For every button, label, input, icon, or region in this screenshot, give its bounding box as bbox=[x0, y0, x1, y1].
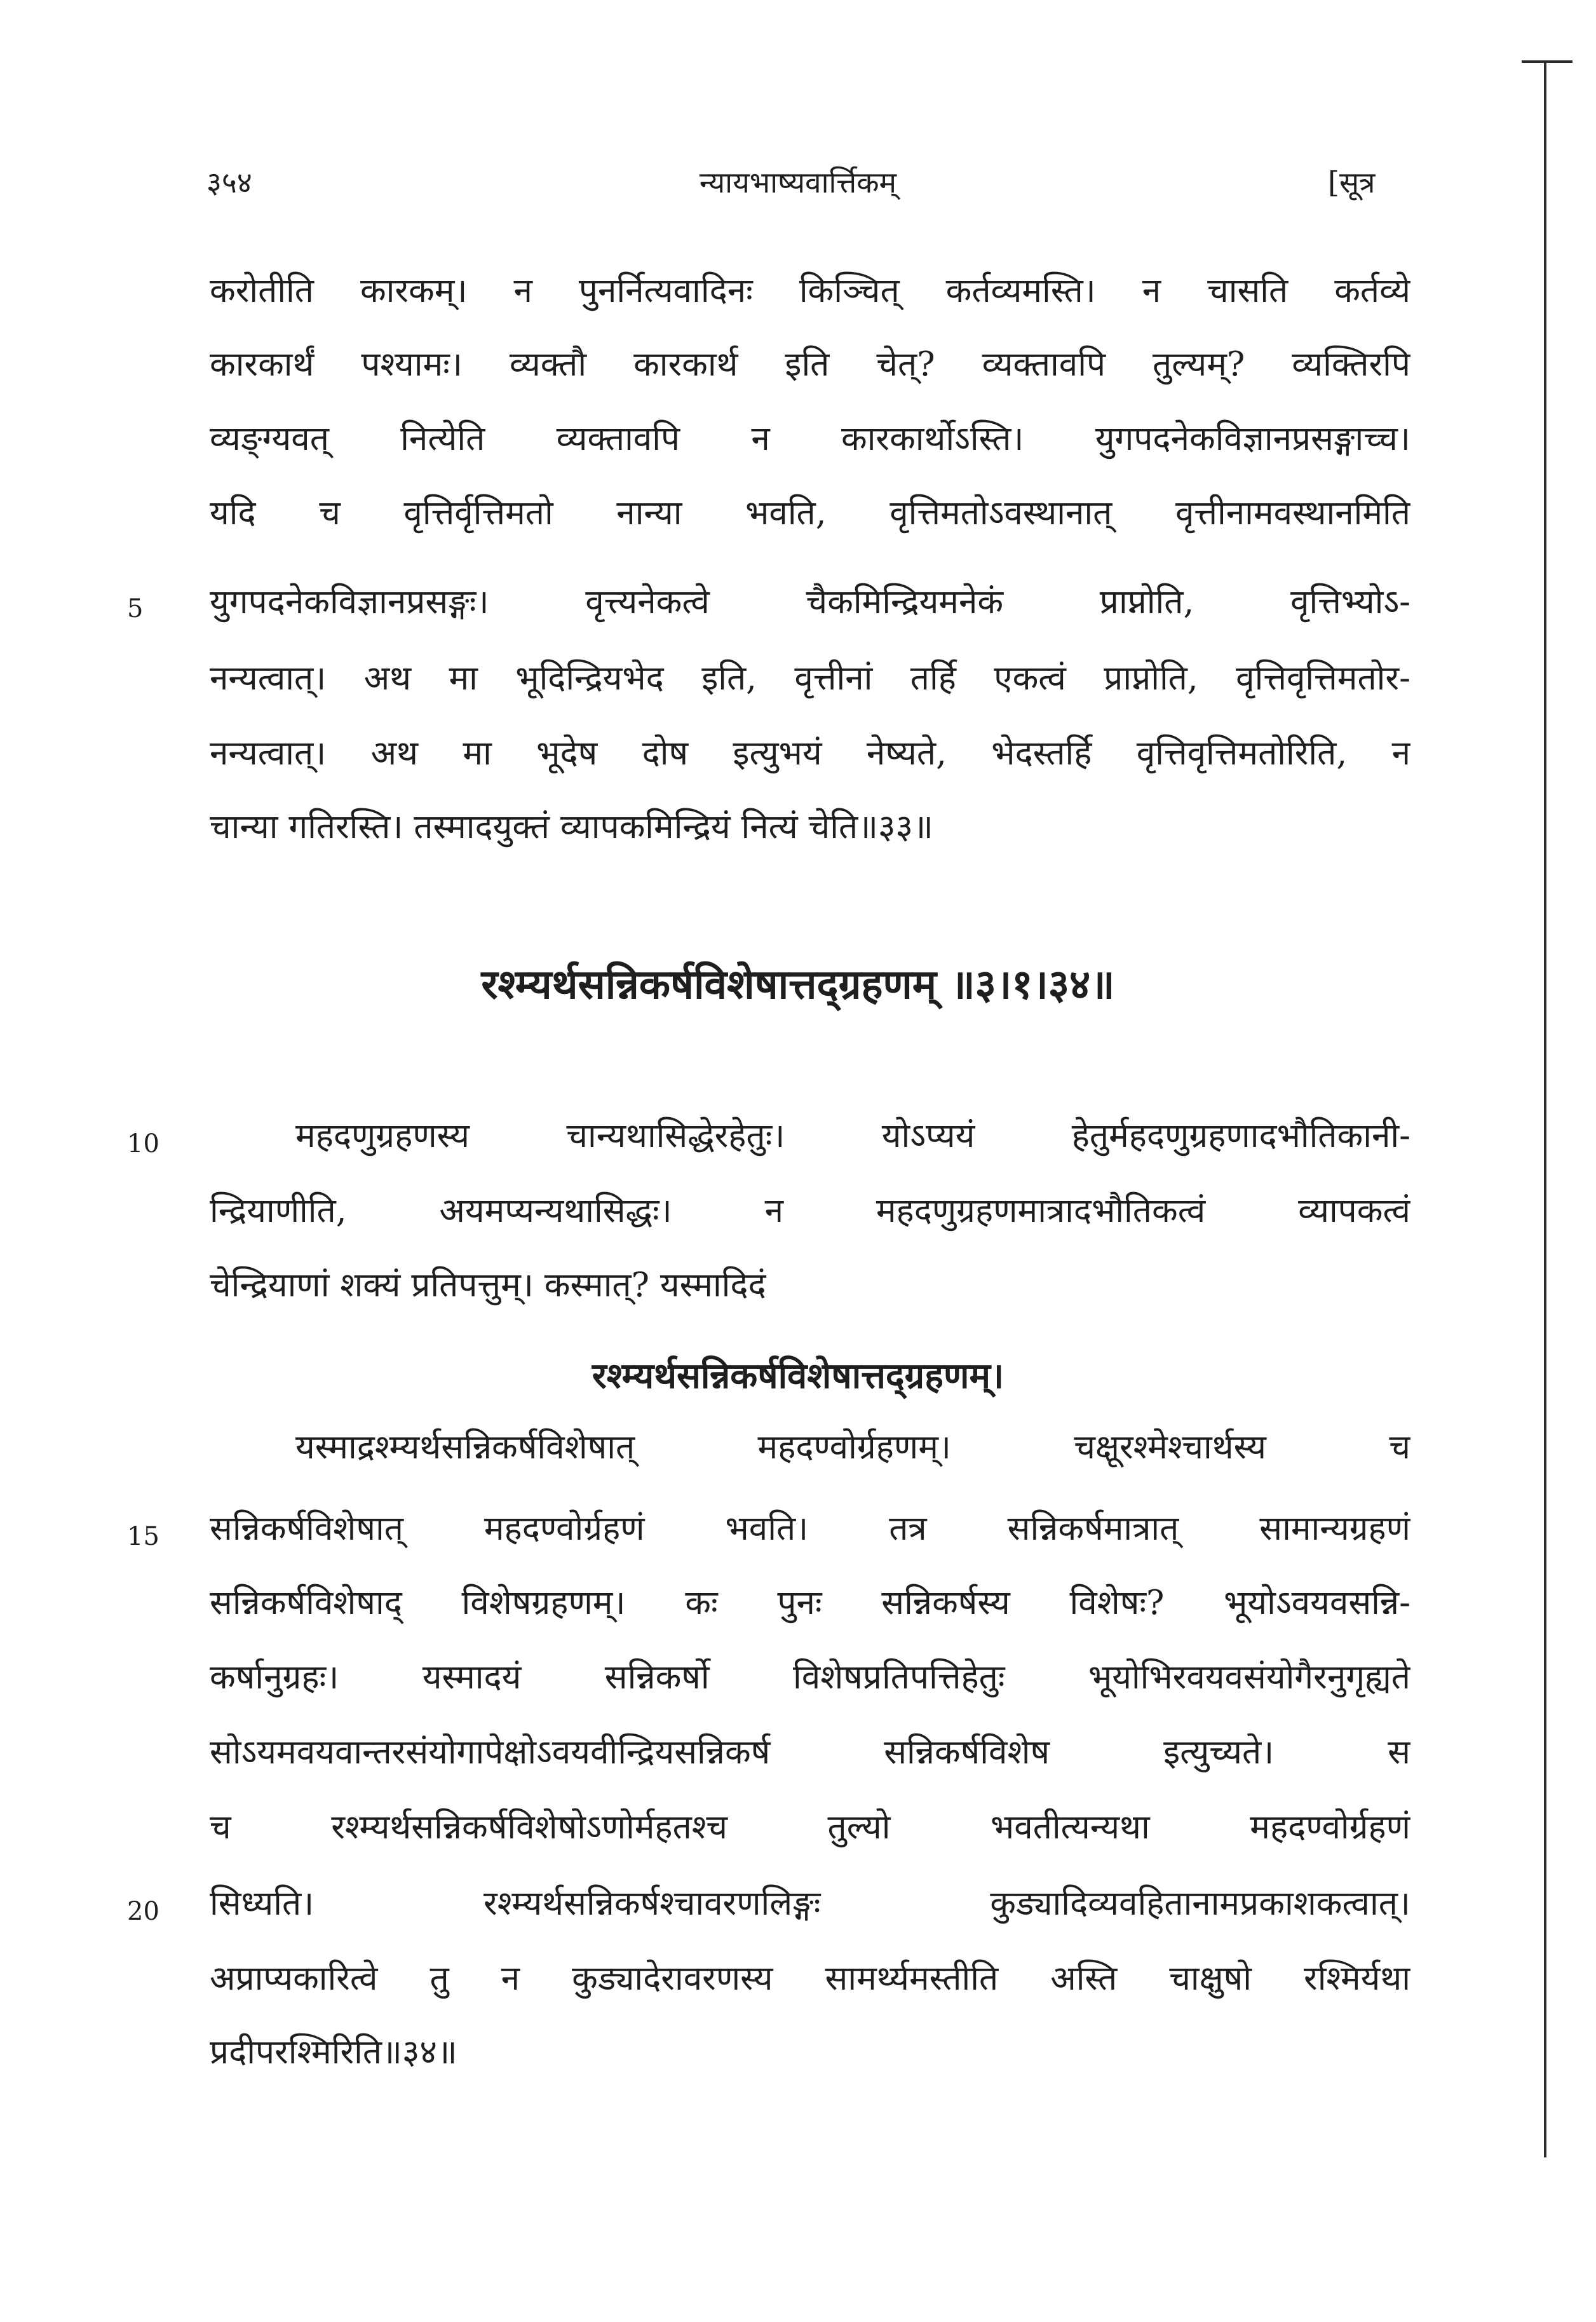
text-line: सन्निकर्षविशेषात् महदण्वोर्ग्रहणं भवति। तत्र सन्निकर्षमात्रात् सामान्यग्रहणं bbox=[210, 1509, 1410, 1548]
page-number: ३५४ bbox=[206, 165, 252, 200]
text-line: नन्यत्वात्। अथ मा भूदिन्द्रियभेद इति, वृत्तीनां तर्हि एकत्वं प्राप्नोति, वृत्तिवृत्तिमतोर- bbox=[210, 659, 1410, 698]
running-title: न्यायभाष्यवार्त्तिकम् bbox=[699, 165, 897, 200]
line-number-20: 20 bbox=[127, 1897, 159, 1926]
text-line: युगपदनेकविज्ञानप्रसङ्गः। वृत्त्यनेकत्वे चैकमिन्द्रियमनेकं प्राप्नोति, वृत्तिभ्योऽ- bbox=[210, 583, 1410, 621]
text-line: च रश्म्यर्थसन्निकर्षविशेषोऽणोर्महतश्च तुल्यो भवतीत्यन्यथा महदण्वोर्ग्रहणं bbox=[210, 1808, 1410, 1847]
text-line: करोतीति कारकम्। न पुनर्नित्यवादिनः किञ्चित् कर्तव्यमस्ति। न चासति कर्तव्ये bbox=[210, 271, 1410, 310]
text-line: अप्राप्यकारित्वे तु न कुड्यादेरावरणस्य सामर्थ्यमस्तीति अस्ति चाक्षुषो रश्मिर्यथा bbox=[210, 1959, 1410, 1998]
text-line: नन्यत्वात्। अथ मा भूदेष दोष इत्युभयं नेष्यते, भेदस्तर्हि वृत्तिवृत्तिमतोरिति, न bbox=[210, 734, 1410, 773]
text-line: सिध्यति। रश्म्यर्थसन्निकर्षश्चावरणलिङ्गः कुड्यादिव्यवहितानामप्रकाशकत्वात्। bbox=[210, 1884, 1410, 1923]
text-line: न्द्रियाणीति, अयमप्यन्यथासिद्धः। न महदणुग्रहणमात्रादभौतिकत्वं व्यापकत्वं bbox=[210, 1192, 1410, 1230]
scan-margin-rule bbox=[1544, 60, 1546, 2157]
text-line: व्यङ्ग्यवत् नित्येति व्यक्तावपि न कारकार्थोऽस्ति। युगपदनेकविज्ञानप्रसङ्गाच्च। bbox=[210, 419, 1410, 458]
text-line: यस्माद्रश्म्यर्थसन्निकर्षविशेषात् महदण्वोर्ग्रहणम्। चक्षूरश्मेश्चार्थस्य च bbox=[295, 1428, 1410, 1467]
text-line: कर्षानुग्रहः। यस्मादयं सन्निकर्षो विशेषप्रतिपत्तिहेतुः भूयोभिरवयवसंयोगैरनुगृह्यते bbox=[210, 1658, 1410, 1697]
line-number-10: 10 bbox=[127, 1129, 159, 1158]
sutra-heading: रश्म्यर्थसन्निकर्षविशेषात्तद्ग्रहणम् ॥३।१।३४॥ bbox=[481, 961, 1115, 1008]
text-line: महदणुग्रहणस्य चान्यथासिद्धेरहेतुः। योऽप्ययं हेतुर्महदणुग्रहणादभौतिकानी- bbox=[295, 1117, 1410, 1155]
sutra-repeat: रश्म्यर्थसन्निकर्षविशेषात्तद्ग्रहणम्। bbox=[592, 1355, 1004, 1397]
line-number-5: 5 bbox=[127, 594, 144, 623]
text-line: चेन्द्रियाणां शक्यं प्रतिपत्तुम्। कस्मात्? यस्मादिदं bbox=[210, 1266, 766, 1305]
text-line: प्रदीपरश्मिरिति॥३४॥ bbox=[210, 2033, 457, 2072]
running-section: [सूत्र bbox=[1328, 165, 1376, 200]
text-line: सोऽयमवयवान्तरसंयोगापेक्षोऽवयवीन्द्रियसन्निकर्ष सन्निकर्षविशेष इत्युच्यते। स bbox=[210, 1733, 1410, 1772]
text-line: कारकार्थं पश्यामः। व्यक्तौ कारकार्थ इति चेत्? व्यक्तावपि तुल्यम्? व्यक्तिरपि bbox=[210, 345, 1410, 384]
scan-margin-tick bbox=[1522, 60, 1572, 63]
text-line: सन्निकर्षविशेषाद् विशेषग्रहणम्। कः पुनः सन्निकर्षस्य विशेषः? भूयोऽवयवसन्नि- bbox=[210, 1584, 1410, 1622]
text-line: यदि च वृत्तिर्वृत्तिमतो नान्या भवति, वृत्तिमतोऽवस्थानात् वृत्तीनामवस्थानमिति bbox=[210, 494, 1410, 533]
text-line: चान्या गतिरस्ति। तस्मादयुक्तं व्यापकमिन्द्रियं नित्यं चेति॥३३॥ bbox=[210, 808, 933, 846]
line-number-15: 15 bbox=[127, 1522, 159, 1551]
